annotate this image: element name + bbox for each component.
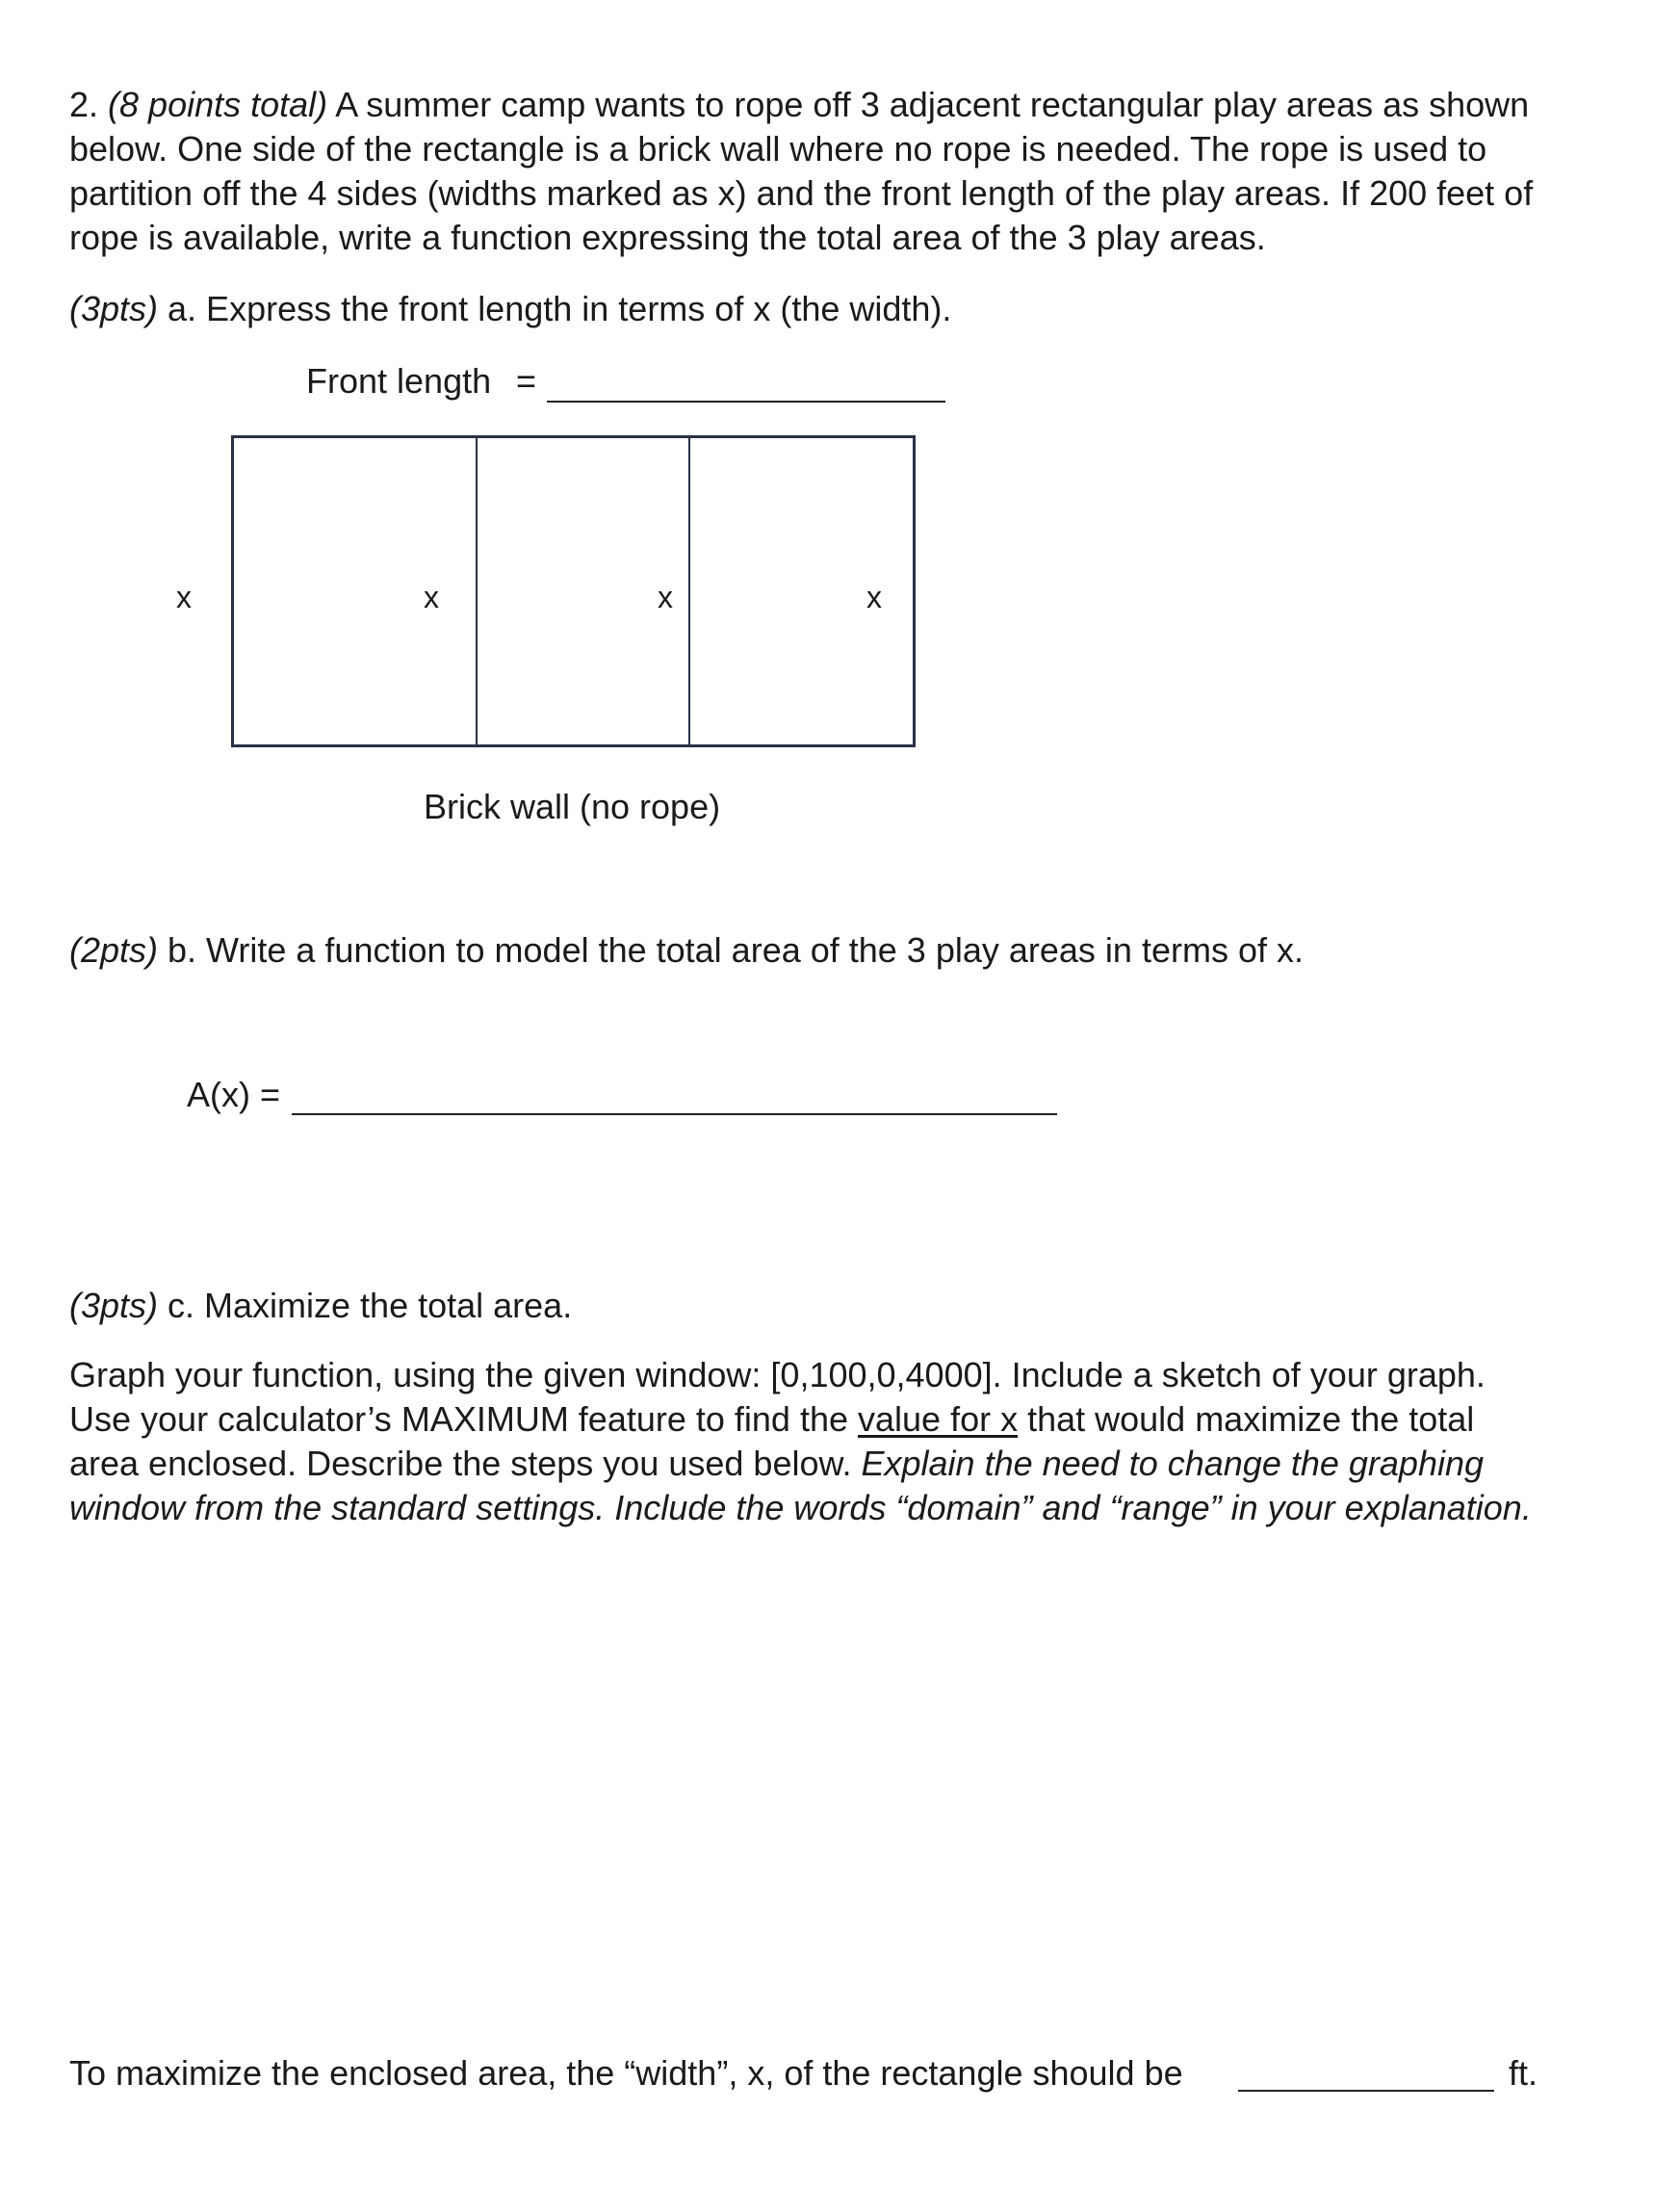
problem-line-4: rope is available, write a function expressing the total area of the 3 play areas. xyxy=(69,218,1266,257)
part-b-points: (2pts) xyxy=(69,930,159,970)
conclusion-text: To maximize the enclosed area, the “width”, x, of the rectangle should be xyxy=(69,2053,1183,2093)
part-c-line-1: Graph your function, using the given window: [0,100,0,4000]. Include a sketch of your graph. xyxy=(69,1355,1486,1394)
part-b-prompt xyxy=(69,928,1610,973)
part-c-line-3 xyxy=(69,1442,1610,1486)
divider-line-1 xyxy=(476,437,478,745)
part-c-line-2-post: that would maximize the total xyxy=(1018,1399,1475,1439)
part-a-prompt xyxy=(69,287,1610,331)
problem-line-1 xyxy=(69,83,1610,127)
problem-points: (8 points total) xyxy=(108,85,328,124)
problem-line-3: partition off the 4 sides (widths marked as x) and the front length of the play areas. If 200 feet of xyxy=(69,173,1534,213)
width-label-left: x xyxy=(424,580,439,614)
area-function-answer-line[interactable] xyxy=(292,1113,1057,1115)
part-a-points: (3pts) xyxy=(69,289,159,328)
width-label-middle: x xyxy=(658,580,673,614)
part-c-line-3-plain: area enclosed. Describe the steps you used below. xyxy=(69,1444,862,1483)
part-c-text: c. Maximize the total area. xyxy=(158,1286,573,1325)
problem-statement xyxy=(69,83,1610,260)
part-c-line-2-underlined: value for x xyxy=(858,1399,1019,1439)
part-c-prompt xyxy=(69,1284,1610,1328)
problem-line-2: below. One side of the rectangle is a brick wall where no rope is needed. The rope is used to xyxy=(69,129,1487,169)
play-area-rectangle xyxy=(231,435,916,747)
part-c-points: (3pts) xyxy=(69,1286,159,1325)
width-label-right: x xyxy=(866,580,882,614)
width-unit: ft. xyxy=(1509,2053,1538,2093)
front-length-answer-line[interactable] xyxy=(547,401,945,403)
part-c-line-3-italic: Explain the need to change the graphing xyxy=(861,1444,1485,1483)
part-c-line-4: window from the standard settings. Include the words “domain” and “range” in your explanation. xyxy=(69,1488,1532,1527)
width-label-outer-left: x xyxy=(176,580,192,614)
divider-line-2 xyxy=(688,437,690,745)
brick-wall-label: Brick wall (no rope) xyxy=(424,787,721,826)
width-answer-line[interactable] xyxy=(1238,2090,1494,2092)
front-length-equals: = xyxy=(516,361,537,401)
part-b-text: b. Write a function to model the total area of the 3 play areas in terms of x. xyxy=(158,930,1304,970)
part-c-line-2-pre: Use your calculator’s MAXIMUM feature to find the xyxy=(69,1399,858,1439)
front-length-label: Front length xyxy=(306,361,492,401)
part-c-line-2 xyxy=(69,1397,1610,1442)
problem-number: 2. xyxy=(69,85,99,124)
problem-text-1: A summer camp wants to rope off 3 adjacent rectangular play areas as shown xyxy=(327,85,1530,124)
area-function-label: A(x) = xyxy=(187,1075,281,1114)
part-c-instructions xyxy=(69,1353,1610,1530)
part-a-text: a. Express the front length in terms of x (the width). xyxy=(158,289,952,328)
